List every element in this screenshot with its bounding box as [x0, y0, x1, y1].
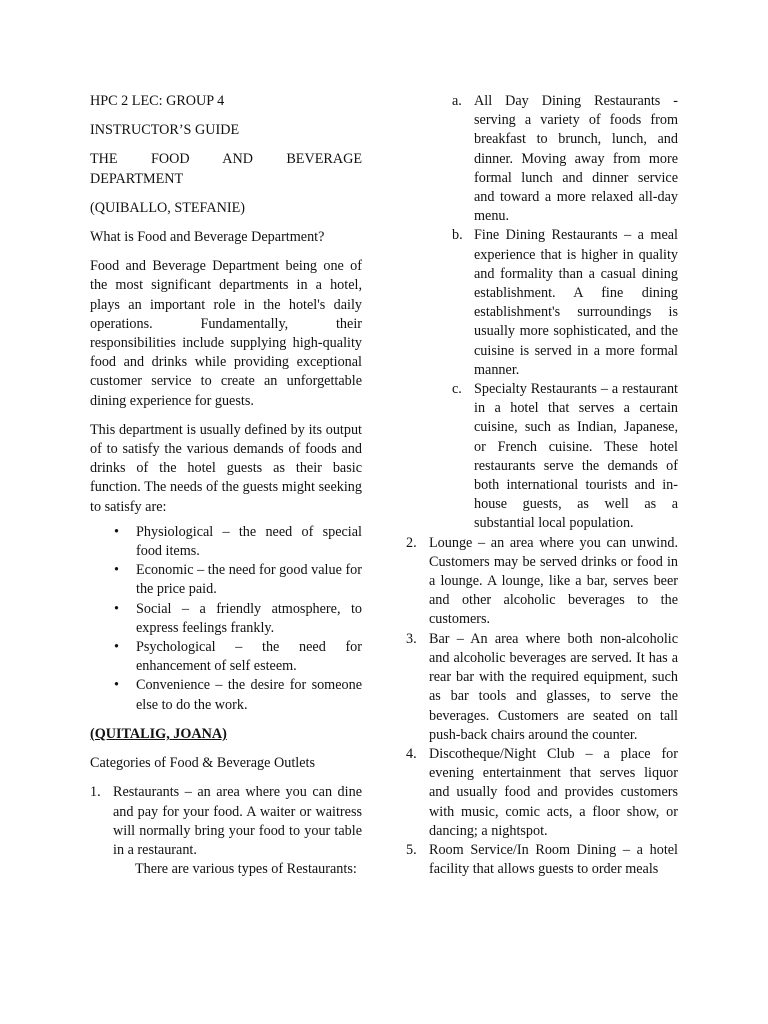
outlet-list — [90, 783, 362, 860]
document-title: THE FOOD AND BEVERAGE DEPARTMENT — [90, 151, 362, 187]
list-item: 1. Restaurants – an area where you can dine and pay for your food. A waiter or waitress will normally bring your food to your table in a restaurant. — [90, 784, 362, 858]
bullet-icon: • — [114, 523, 119, 540]
list-number: 2. — [406, 534, 417, 551]
list-item: 5. Room Service/In Room Dining – a hotel facility that allows guests to order meals — [406, 841, 678, 878]
list-number: 5. — [406, 841, 417, 858]
author-quitalig: (QUITALIG, JOANA) — [90, 725, 227, 742]
list-item: 2. Lounge – an area where you can unwind. Customers may be served drinks or food in a lounge. A lounge, like a bar, serves beer and other alcoholic beverages to the customers. — [406, 534, 678, 628]
guide-header: INSTRUCTOR’S GUIDE — [90, 122, 240, 139]
bullet-icon: • — [114, 677, 119, 694]
bullet-icon: • — [114, 562, 119, 579]
list-item: c. Specialty Restaurants – a restaurant in a hotel that serves a certain cuisine, such as Indian, Japanese, or French cuisine. These hotel restaurants serve the demands of both international tourists and in-house guests, as well as a substantial local population. — [452, 381, 678, 532]
outlet-list-continued — [404, 534, 678, 880]
left-column — [90, 92, 362, 879]
restaurant-types-note: There are various types of Restaurants: — [135, 861, 357, 878]
list-item: a. All Day Dining Restaurants - serving a variety of foods from breakfast to brunch, lunch, and dinner. Moving away from more formal lunch and dinner service and toward a more relaxed all-day menu. — [452, 93, 678, 225]
list-item: 4. Discotheque/Night Club – a place for evening entertainment that serves liquor and usually food and provides customers with music, comic acts, a floor show, or dancing; a nightspot. — [406, 745, 678, 839]
list-number: 3. — [406, 630, 417, 647]
list-letter: a. — [452, 93, 462, 109]
author-quiballo: (QUIBALLO, STEFANIE) — [90, 199, 245, 216]
bullet-icon: • — [114, 600, 119, 617]
list-item: • Physiological – the need of special food items. — [114, 523, 362, 560]
guest-needs-list — [90, 523, 362, 715]
restaurant-types-list — [404, 92, 678, 534]
needs-paragraph: This department is usually defined by its output of to satisfy the various demands of foods and drinks of the hotel guests as their basic function. The needs of the guests might seeking to satisfy are: — [90, 421, 362, 515]
list-item: 3. Bar – An area where both non-alcoholic and alcoholic beverages are served. It has a rear bar with the required equipment, such as bar tools and glasses, to serve the beverages. Customers are seated on tall push-back chairs around the counter. — [406, 630, 678, 743]
list-item: b. Fine Dining Restaurants – a meal experience that is higher in quality and formality than a casual dining establishment. A fine dining establishment's surroundings is usually more sophisticated, and the cuisine is served in a more formal manner. — [452, 227, 678, 378]
list-item: • Psychological – the need for enhancement of self esteem. — [114, 639, 362, 675]
list-item: • Economic – the need for good value for the price paid. — [114, 562, 362, 598]
list-item: • Social – a friendly atmosphere, to express feelings frankly. — [114, 600, 362, 636]
list-number: 1. — [90, 784, 101, 801]
list-letter: c. — [452, 381, 462, 398]
categories-heading: Categories of Food & Beverage Outlets — [90, 755, 315, 772]
list-letter: b. — [452, 227, 463, 244]
question-heading: What is Food and Beverage Department? — [90, 229, 325, 246]
course-header: HPC 2 LEC: GROUP 4 — [90, 93, 225, 109]
list-number: 4. — [406, 745, 417, 762]
list-item: • Convenience – the desire for someone else to do the work. — [114, 677, 362, 713]
intro-paragraph: Food and Beverage Department being one of the most significant departments in a hotel, plays an important role in the hotel's daily operations. Fundamentally, their responsibilities include supplying high-quality food and drinks while providing exceptional customer service to create an unforgettable dining experience for guests. — [90, 258, 362, 409]
bullet-icon: • — [114, 639, 119, 656]
right-column — [404, 92, 678, 879]
